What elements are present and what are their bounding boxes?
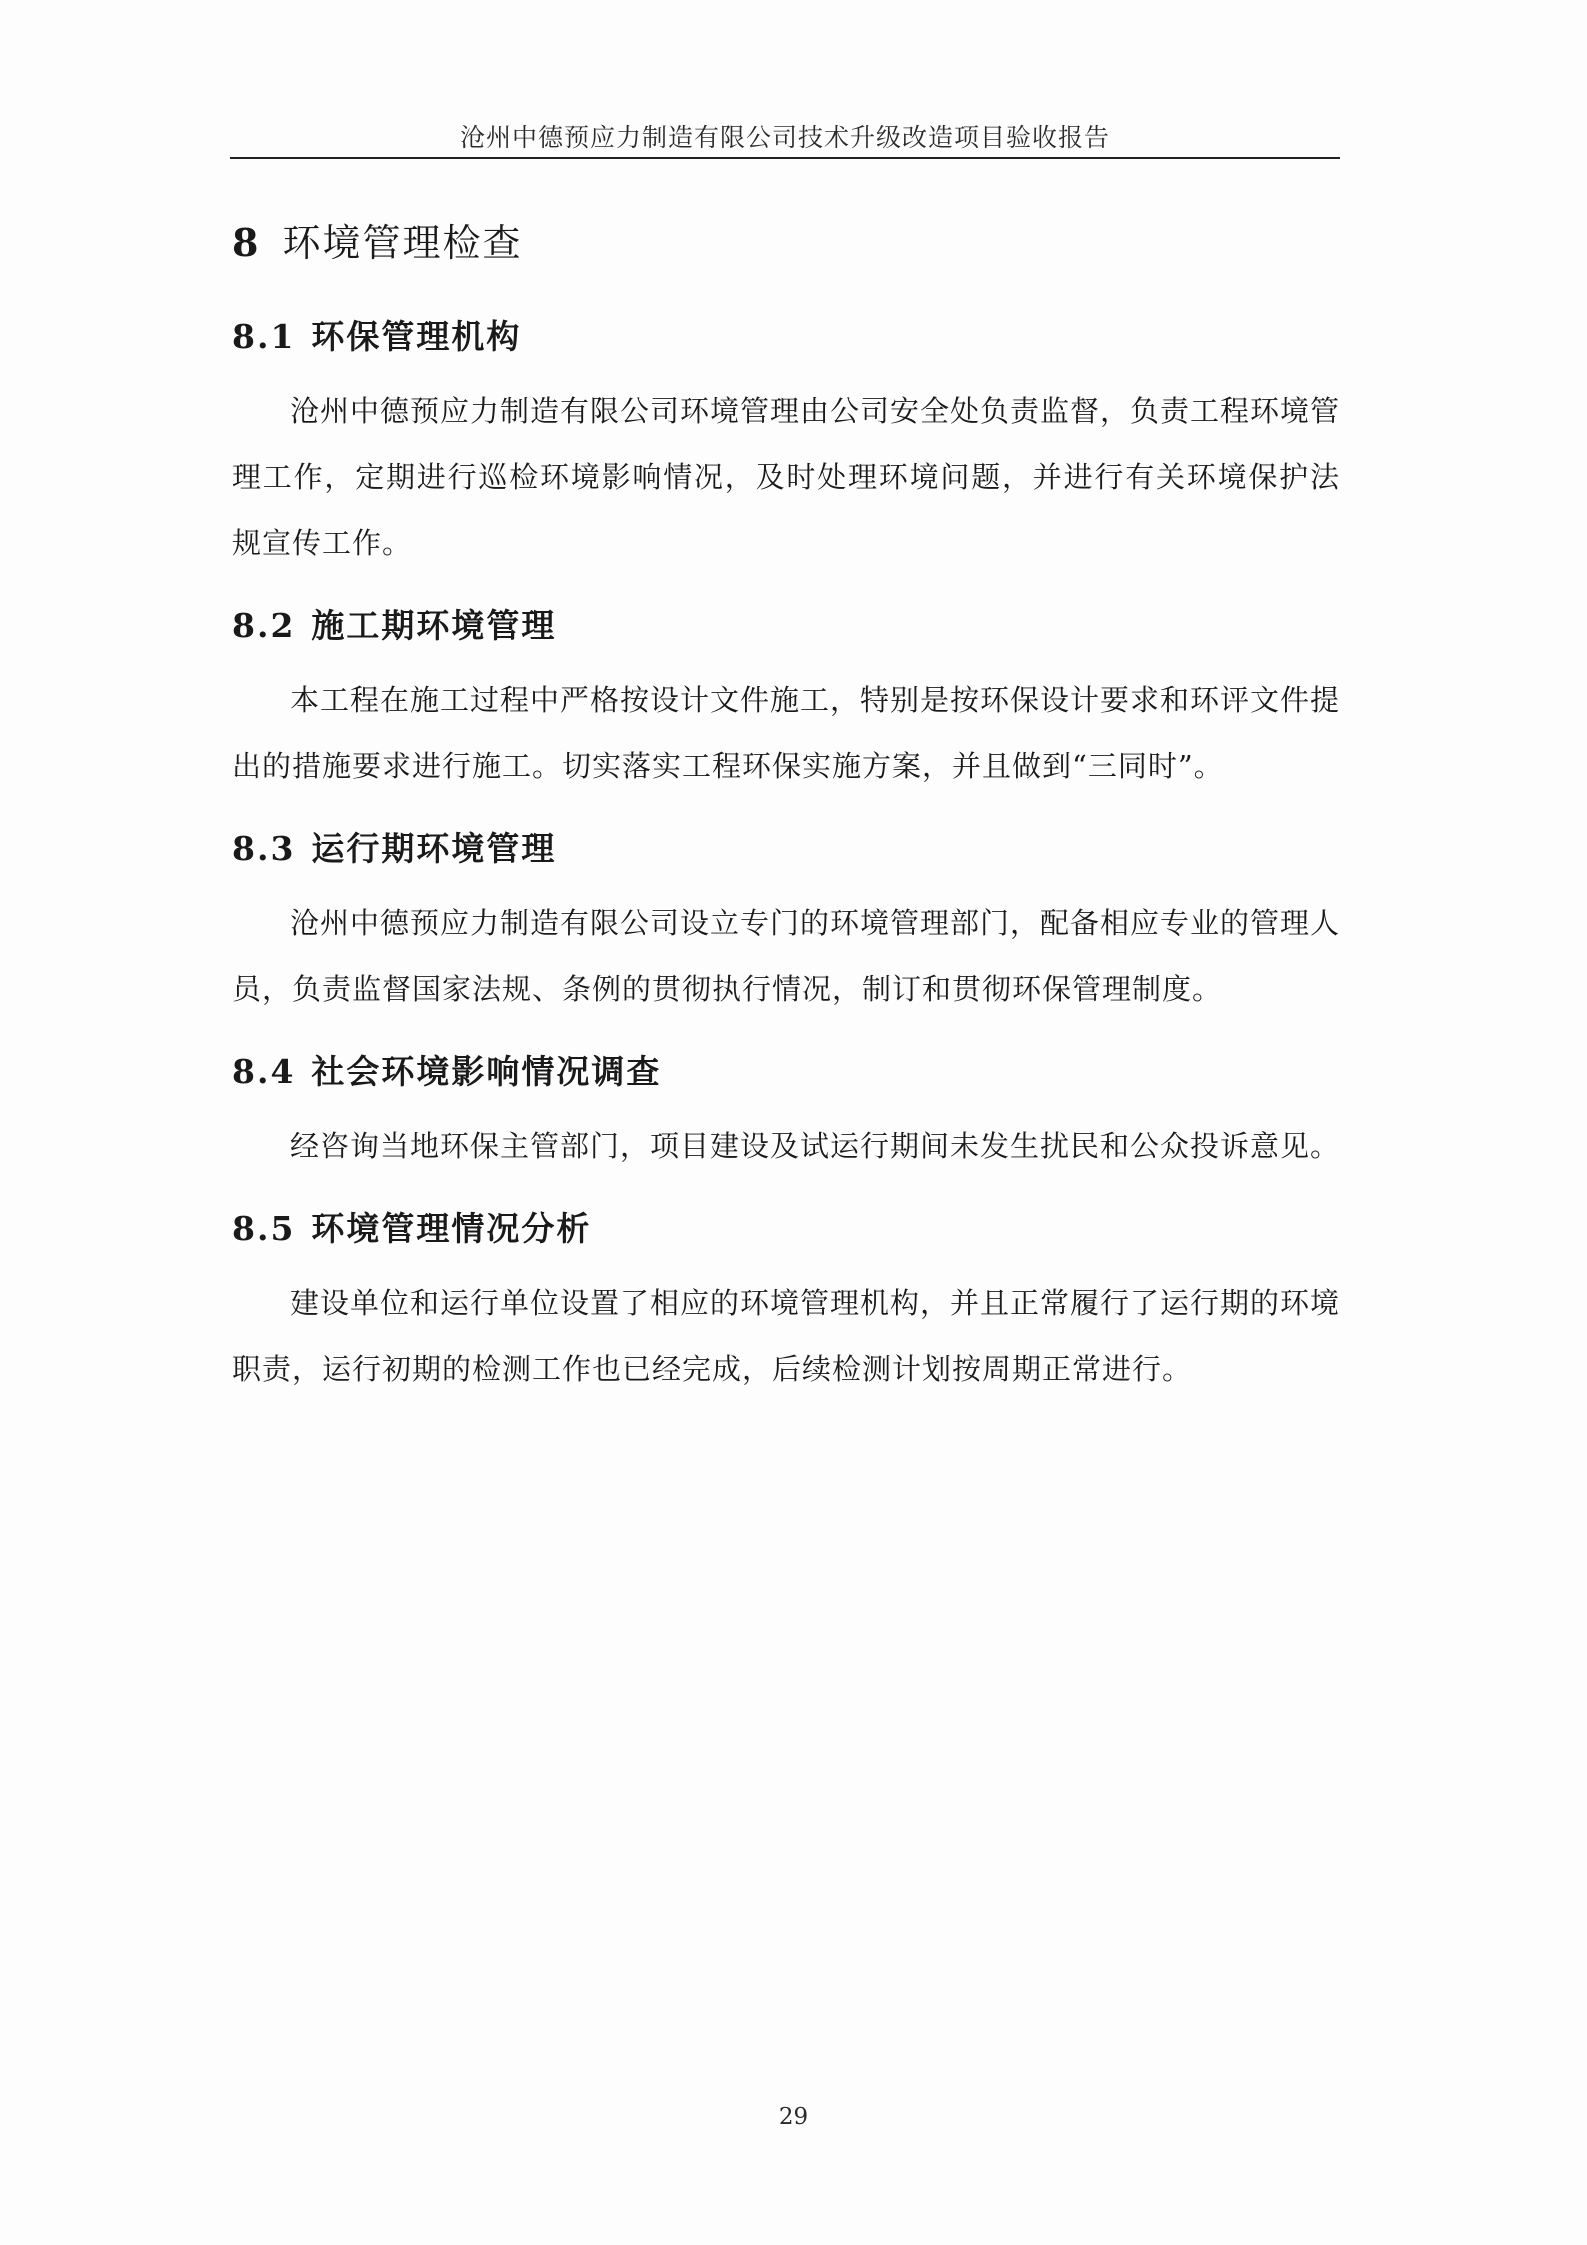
section-8-3	[232, 823, 1340, 1022]
section-title-text: 环境管理情况分析	[311, 1209, 592, 1248]
section-paragraph: 本工程在施工过程中严格按设计文件施工，特别是按环保设计要求和环评文件提出的措施要求进行施工。切实落实工程环保实施方案，并且做到“三同时”。	[232, 683, 1341, 783]
section-heading	[232, 1046, 1340, 1093]
page-content	[232, 212, 1340, 1426]
section-8-1	[232, 311, 1340, 576]
section-8-5	[232, 1203, 1340, 1402]
chapter-number: 8	[232, 220, 261, 265]
section-paragraph: 建设单位和运行单位设置了相应的环境管理机构，并且正常履行了运行期的环境职责，运行初期的检测工作也已经完成，后续检测计划按周期正常进行。	[232, 1286, 1341, 1386]
section-heading	[232, 311, 1340, 358]
section-title-text: 环保管理机构	[311, 317, 522, 356]
chapter-title-text: 环境管理检查	[282, 221, 523, 265]
section-heading	[232, 823, 1340, 870]
section-8-4	[232, 1046, 1340, 1179]
section-number: 8.5	[232, 1209, 296, 1248]
section-paragraph: 经咨询当地环保主管部门，项目建设及试运行期间未发生扰民和公众投诉意见。	[290, 1129, 1341, 1163]
header-rule	[230, 157, 1340, 159]
section-number: 8.3	[232, 829, 296, 868]
section-title-text: 社会环境影响情况调查	[311, 1052, 662, 1091]
section-number: 8.1	[232, 317, 296, 356]
section-title-text: 施工期环境管理	[311, 606, 557, 645]
section-number: 8.2	[232, 606, 296, 645]
section-paragraph: 沧州中德预应力制造有限公司环境管理由公司安全处负责监督，负责工程环境管理工作，定期进行巡检环境影响情况，及时处理环境问题，并进行有关环境保护法规宣传工作。	[232, 394, 1341, 560]
section-8-2	[232, 600, 1340, 799]
section-heading	[232, 600, 1340, 647]
section-number: 8.4	[232, 1052, 296, 1091]
section-paragraph: 沧州中德预应力制造有限公司设立专门的环境管理部门，配备相应专业的管理人员，负责监督国家法规、条例的贯彻执行情况，制订和贯彻环保管理制度。	[232, 906, 1341, 1006]
section-heading	[232, 1203, 1340, 1250]
running-header: 沧州中德预应力制造有限公司技术升级改造项目验收报告	[459, 123, 1110, 152]
page-number: 29	[778, 2104, 809, 2130]
section-title-text: 运行期环境管理	[311, 829, 557, 868]
chapter-title	[232, 212, 1340, 267]
